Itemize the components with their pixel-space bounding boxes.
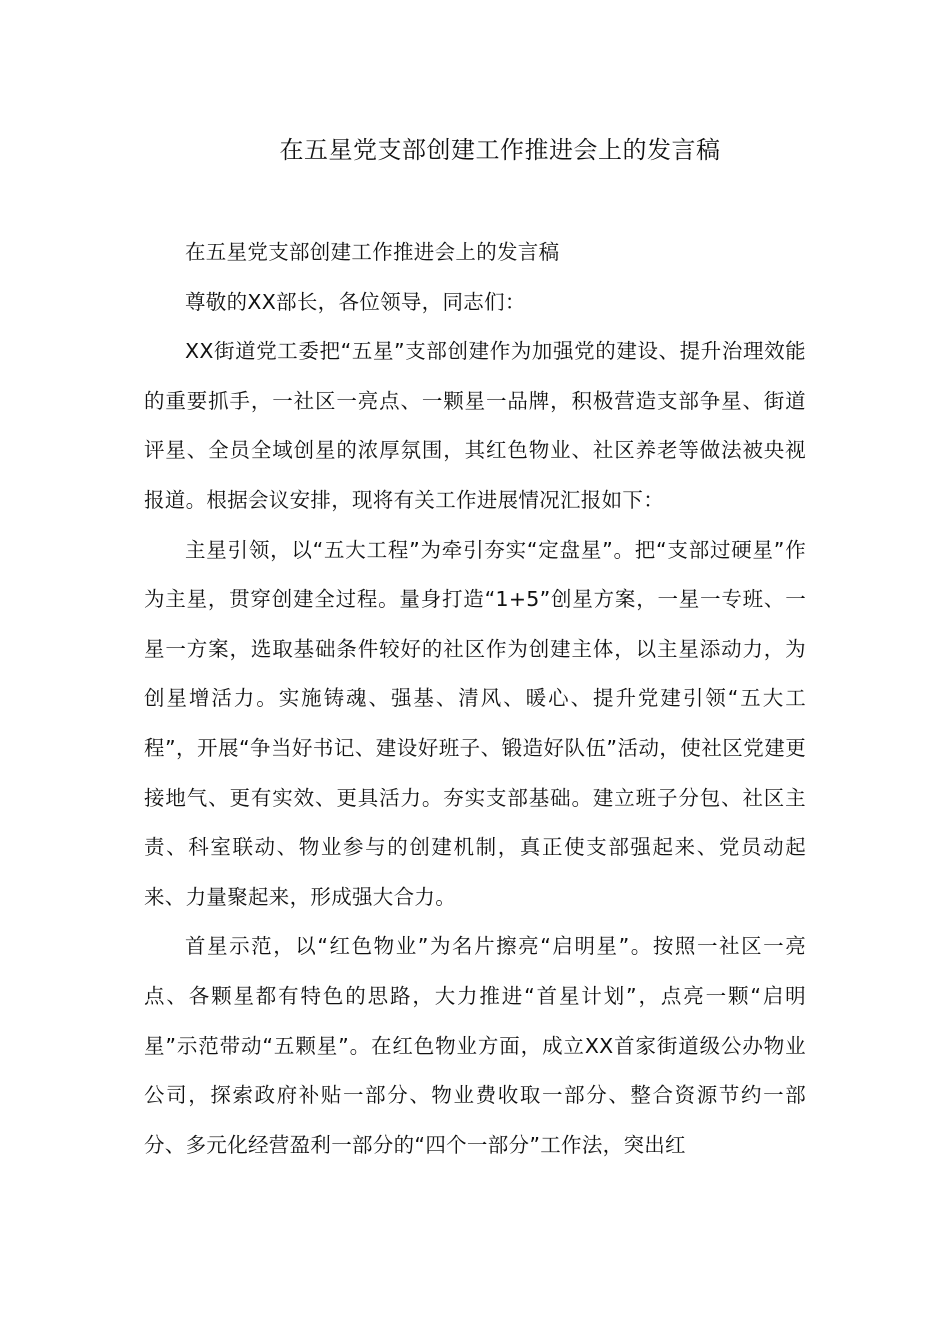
paragraph-subtitle: 在五星党支部创建工作推进会上的发言稿 bbox=[185, 240, 560, 264]
paragraph-intro: XX街道党工委把“五星”支部创建作为加强党的建设、提升治理效能的重要抓手，一社区一亮点、一颗星一品牌，积极营造支部争星、街道评星、全员全域创星的浓厚氛围，其红色物业、社区养老等做法被央视报道。根据会议安排，现将有关工作进展情况汇报如下： bbox=[144, 339, 806, 512]
document-body bbox=[144, 228, 806, 1170]
document-title: 在五星党支部创建工作推进会上的发言稿 bbox=[279, 136, 721, 164]
paragraph-main-star: 主星引领，以“五大工程”为牵引夯实“定盘星”。把“支部过硬星”作为主星，贯穿创建全过程。量身打造“1+5”创星方案，一星一专班、一星一方案，选取基础条件较好的社区作为创建主体，以主星添动力，为创星增活力。实施铸魂、强基、清风、暖心、提升党建引领“五大工程”，开展“争当好书记、建设好班子、锻造好队伍”活动，使社区党建更接地气、更有实效、更具活力。夯实支部基础。建立班子分包、社区主责、科室联动、物业参与的创建机制，真正使支部强起来、党员动起来、力量聚起来，形成强大合力。 bbox=[144, 537, 806, 909]
paragraph-salutation: 尊敬的XX部长，各位领导，同志们： bbox=[185, 289, 526, 314]
paragraph-first-star: 首星示范，以“红色物业”为名片擦亮“启明星”。按照一社区一亮点、各颗星都有特色的思路，大力推进“首星计划”，点亮一颗“启明星”示范带动“五颗星”。在红色物业方面，成立XX首家街道级公办物业公司，探索政府补贴一部分、物业费收取一部分、整合资源节约一部分、多元化经营盈利一部分的“四个一部分”工作法，突出红 bbox=[144, 934, 806, 1157]
